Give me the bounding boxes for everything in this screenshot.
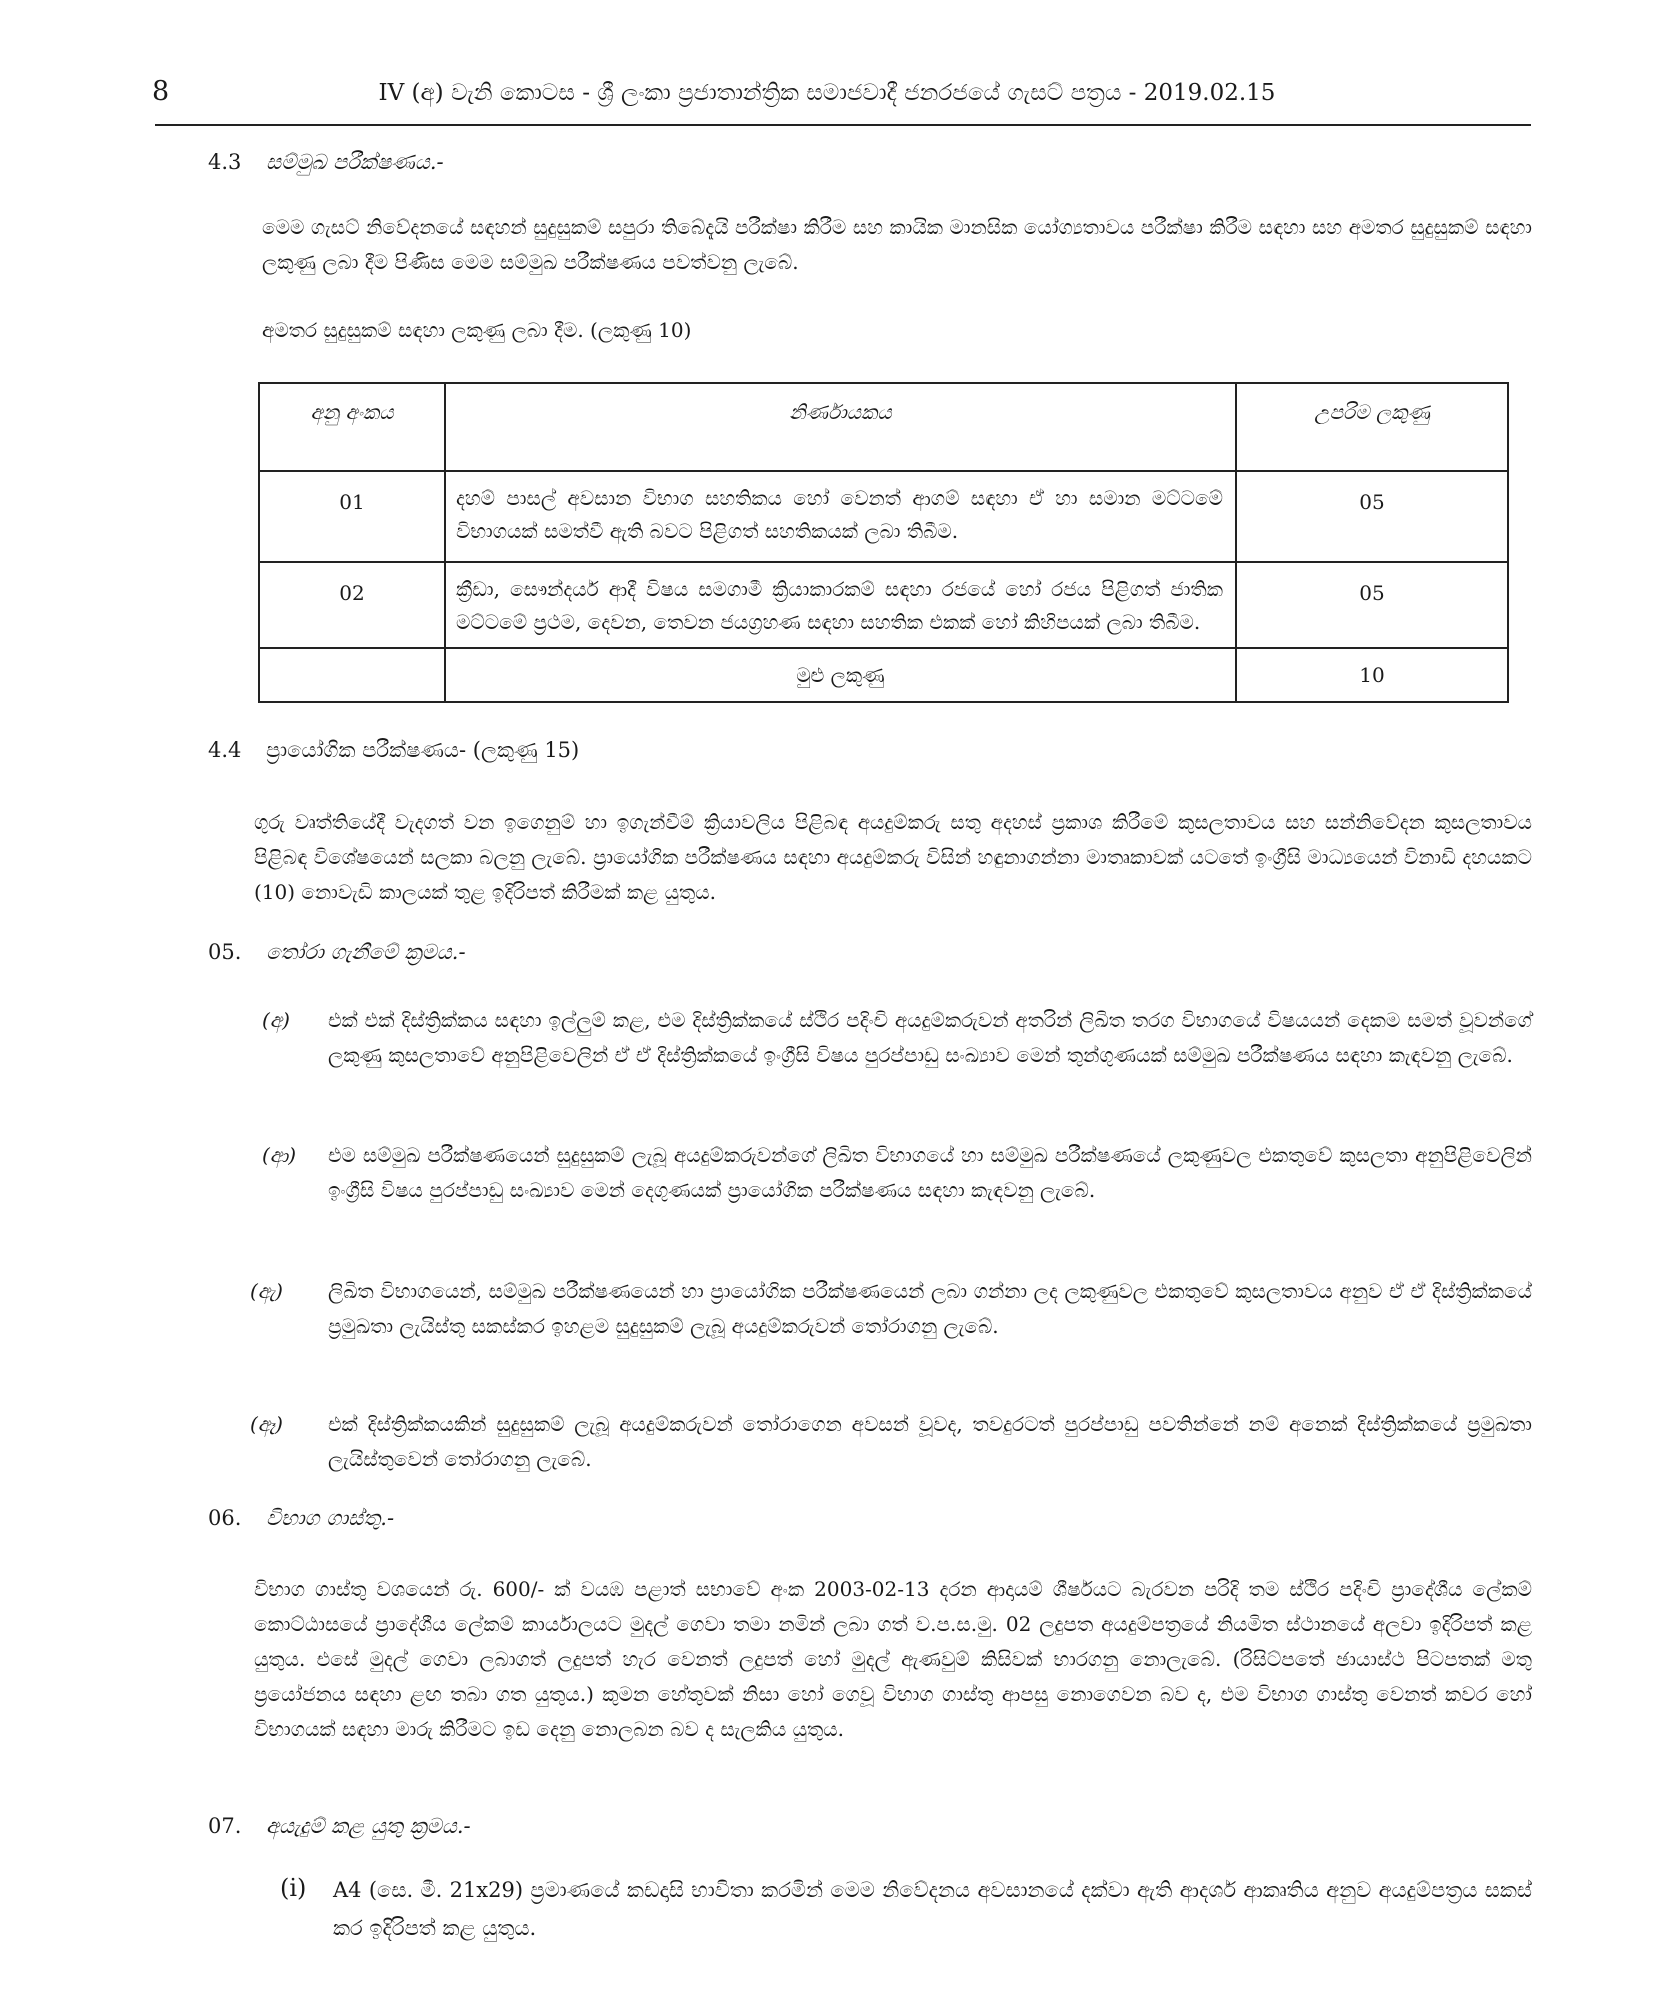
row-criterion: දහම් පාසල් අවසාන විභාග සහතිකය හෝ වෙනත් ආගම් සඳහා ඒ හා සමාන මට්ටමේ විභාගයක් සමත්වී ඇති බවට පිළිගත් සහතිකයක් ලබා තිබීම. [445, 471, 1236, 562]
item-label: (අ) [262, 1008, 290, 1032]
page-number: 8 [152, 76, 170, 107]
header-serial-no: අනු අංකය [259, 383, 445, 471]
table-header-row [259, 383, 1508, 471]
section-4-3-paragraph: මෙම ගැසට් නිවේදනයේ සඳහන් සුදුසුකම් සපුරා තිබේදැයි පරීක්ෂා කිරීම සහ කායික මානසික යෝග්‍යතාවය පරීක්ෂා කිරීම සඳහා සහ අමතර සුදුසුකම් සඳහා ලකුණු ලබා දීම පිණිස මෙම සම්මුඛ පරීක්ෂණය පවත්වනු ලැබේ. [262, 215, 1532, 274]
section-07-heading [208, 1814, 471, 1839]
item-label: (ඇ) [250, 1279, 283, 1303]
section-title: ප්‍රායෝගික පරීක්ෂණය- (ලකුණු 15) [266, 738, 580, 762]
section-number: 4.3 [208, 150, 242, 174]
header-criterion: නිර්ණායකය [445, 383, 1236, 471]
section-number: 4.4 [208, 738, 242, 762]
section-4-4-paragraph: ගුරු වෘත්තියේදී වැදගත් වන ඉගෙනුම් හා ඉගැන්වීම් ක්‍රියාවලිය පිළිබඳ අයදුම්කරු සතු අදහස් ප්‍රකාශ කිරීමේ කුසලතාවය සහ සන්නිවේදන කුසලතාවය පිළිබඳ විශේෂයෙන් සලකා බලනු ලැබේ. ප්‍රායෝගික පරීක්ෂණය සඳහා අයදුම්කරු විසින් හඳුනාගන්නා මාතෘකාවක් යටතේ ඉංග්‍රීසි මාධ්‍යයෙන් විනාඩි දහයකට (10) නොවැඩි කාලයක් තුළ ඉදිරිපත් කිරීමක් කළ යුතුය. [254, 810, 1532, 904]
total-value: 10 [1236, 648, 1508, 702]
table-total-row [259, 648, 1508, 702]
gazette-header-title: IV (අ) වැනි කොටස - ශ්‍රී ලංකා ප්‍රජාතාන්ත්‍රික සමාජවාදී ජනරජයේ ගැසට් පත්‍රය - 2019.02.15 [378, 80, 1276, 106]
section-number: 07. [208, 1814, 242, 1838]
item-label: (ආ) [262, 1143, 297, 1167]
marks-table [258, 382, 1509, 703]
row-serial-no: 02 [259, 562, 445, 648]
row-max-marks: 05 [1236, 562, 1508, 648]
row-max-marks: 05 [1236, 471, 1508, 562]
total-label: මුළු ලකුණු [445, 648, 1236, 702]
section-title: තෝරා ගැනීමේ ක්‍රමය.- [266, 940, 466, 964]
section-06-heading [208, 1506, 394, 1531]
item-text: එම සම්මුඛ පරීක්ෂණයෙන් සුදුසුකම් ලැබූ අයදුම්කරුවන්ගේ ලිඛිත විභාගයේ හා සම්මුඛ පරීක්ෂණයේ ලකුණුවල එකතුවේ කුසලතා අනුපිළිවෙලින් ඉංග්‍රීසි විෂය පුරප්පාඩු සංඛ්‍යාව මෙන් දෙගුණයක් ප්‍රායෝගික පරීක්ෂණය සඳහා කැඳවනු ලැබේ. [328, 1143, 1532, 1202]
section-number: 05. [208, 940, 242, 964]
header-max-marks: උපරිම ලකුණු [1236, 383, 1508, 471]
section-4-3-heading [208, 150, 444, 175]
table-row [259, 471, 1508, 562]
section-06-paragraph: විභාග ගාස්තු වශයෙන් රු. 600/- ක් වයඹ පළාත් සභාවේ අංක 2003-02-13 දරන ආදායම් ශීර්ෂයට බැරවන පරිදි තම ස්ථිර පදිංචි ප්‍රාදේශීය ලේකම් කොට්ඨාසයේ ප්‍රාදේශීය ලේකම් කාර්යාලයට මුදල් ගෙවා තමා නමින් ලබා ගත් ව.ප.ස.මු. 02 ලදුපත අයදුම්පත්‍රයේ නියමිත ස්ථානයේ අලවා ඉදිරිපත් කළ යුතුය. එසේ මුදල් ගෙවා ලබාගත් ලදුපත් හැර වෙනත් ලදුපත් හෝ මුදල් ඇණවුම් කිසිවක් භාරගනු නොලැබේ. (රිසිට්පතේ ඡායාස්ථ පිටපතක් මතු ප්‍රයෝජනය සඳහා ළඟ තබා ගත යුතුය.) කුමන හේතුවක් නිසා හෝ ගෙවූ විභාග ගාස්තු ආපසු නොගෙවන බව ද, එම විභාග ගාස්තු වෙනත් කවර හෝ විභාගයක් සඳහා මාරු කිරීමට ඉඩ දෙනු නොලබන බව ද සැලකිය යුතුය. [254, 1577, 1532, 1741]
item-text: A4 (සෙ. මී. 21x29) ප්‍රමාණයේ කඩදාසි භාවිතා කරමින් මෙම නිවේදනය අවසානයේ දක්වා ඇති ආදර්ශ ආකෘතිය අනුව අයදුම්පත්‍රය සකස් කර ඉදිරිපත් කළ යුතුය. [333, 1878, 1532, 1940]
item-label: (i) [280, 1874, 307, 1902]
section-number: 06. [208, 1506, 242, 1530]
item-text: එක් එක් දිස්ත්‍රික්කය සඳහා ඉල්ලුම් කළ, එම දිස්ත්‍රික්කයේ ස්ථිර පදිංචි අයදුම්කරුවන් අතරින් ලිඛිත තරග විභාගයේ විෂයයන් දෙකම සමත් වූවන්ගේ ලකුණු කුසලතාවේ අනුපිළිවෙලින් ඒ ඒ දිස්ත්‍රික්කයේ ඉංග්‍රීසි විෂය පුරප්පාඩු සංඛ්‍යාව මෙන් තුන්ගුණයක් සම්මුඛ පරීක්ෂණය සඳහා කැඳවනු ලැබේ. [328, 1008, 1532, 1067]
section-05-heading [208, 940, 466, 965]
section-4-3-marks-line: අමතර සුදුසුකම් සඳහා ලකුණු ලබා දීම. (ලකුණු 10) [262, 318, 692, 342]
section-title: අයැදුම් කළ යුතු ක්‍රමය.- [266, 1814, 471, 1838]
table-row [259, 562, 1508, 648]
item-text: ලිඛිත විභාගයෙන්, සම්මුඛ පරීක්ෂණයෙන් හා ප්‍රායෝගික පරීක්ෂණයෙන් ලබා ගන්නා ලද ලකුණුවල එකතුවේ කුසලතාවය අනුව ඒ ඒ දිස්ත්‍රික්කයේ ප්‍රමුඛතා ලැයිස්තු සකස්කර ඉහළම සුදුසුකම් ලැබූ අයදුම්කරුවන් තෝරාගනු ලැබේ. [328, 1279, 1532, 1338]
header-divider [155, 124, 1531, 126]
row-serial-no: 01 [259, 471, 445, 562]
row-criterion: ක්‍රීඩා, සෞන්දර්ය ආදී විෂය සමගාමී ක්‍රියාකාරකම් සඳහා රජයේ හෝ රජය පිළිගත් ජාතික මට්ටමේ ප්‍රථම, දෙවන, තෙවන ජයග්‍රහණ සඳහා සහතික එකක් හෝ කිහිපයක් ලබා තිබීම. [445, 562, 1236, 648]
section-title: විභාග ගාස්තු.- [266, 1506, 395, 1530]
section-title: සම්මුඛ පරීක්ෂණය.- [266, 150, 444, 174]
section-4-4-heading [208, 738, 579, 763]
item-text: එක් දිස්ත්‍රික්කයකින් සුදුසුකම් ලැබූ අයදුම්කරුවන් තෝරාගෙන අවසන් වූවද, තවදුරටත් පුරප්පාඩු පවතින්නේ නම් අනෙක් දිස්ත්‍රික්කයේ ප්‍රමුඛතා ලැයිස්තුවෙන් තෝරාගනු ලැබේ. [328, 1412, 1532, 1471]
item-label: (ඈ) [250, 1412, 283, 1436]
